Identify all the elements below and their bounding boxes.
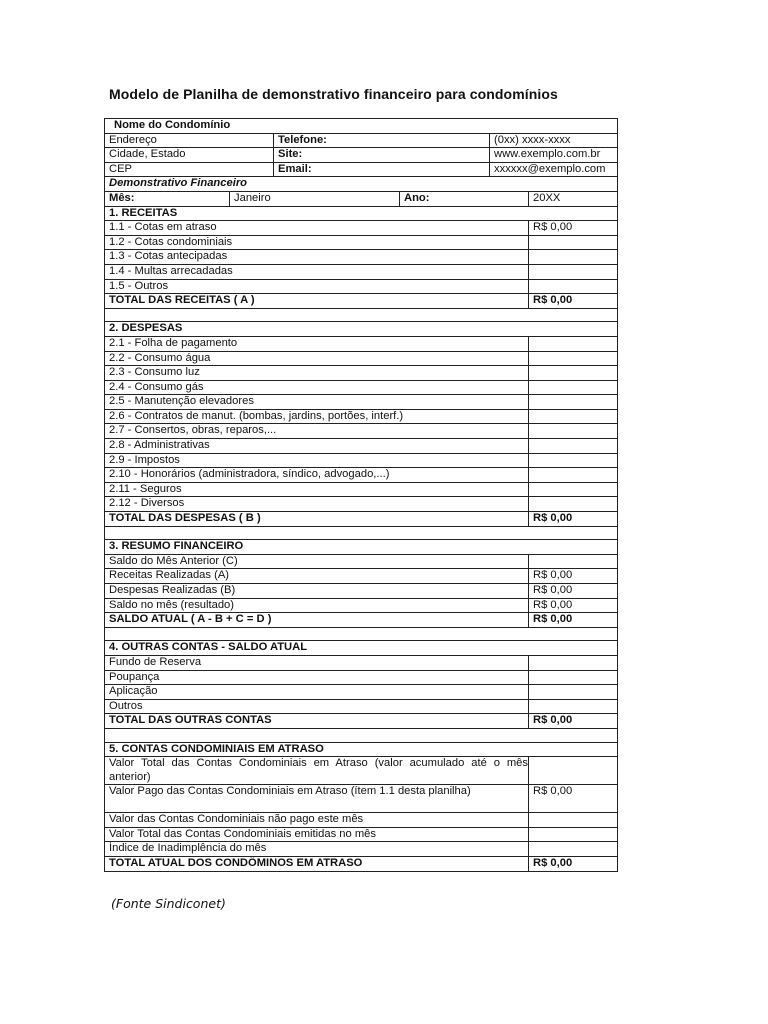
section-heading: 2. DESPESAS bbox=[105, 322, 618, 337]
section-heading: 4. OUTRAS CONTAS - SALDO ATUAL bbox=[105, 641, 618, 656]
line-item-row bbox=[105, 409, 618, 424]
line-item-row bbox=[105, 554, 618, 569]
section-total-label: SALDO ATUAL ( A - B + C = D ) bbox=[105, 613, 529, 628]
condominium-name-label: Nome do Condomínio bbox=[105, 119, 618, 134]
line-item-value bbox=[529, 264, 618, 279]
line-item-label: Valor Pago das Contas Condominiais em Atraso (ítem 1.1 desta planilha) bbox=[105, 785, 529, 813]
document-title: Modelo de Planilha de demonstrativo financeiro para condomínios bbox=[109, 86, 558, 102]
line-item-value bbox=[529, 670, 618, 685]
line-item-row bbox=[105, 670, 618, 685]
line-item-row bbox=[105, 279, 618, 294]
line-item-value: R$ 0,00 bbox=[529, 785, 618, 813]
line-item-row bbox=[105, 468, 618, 483]
year-label: Ano: bbox=[400, 191, 529, 206]
line-item-value bbox=[529, 685, 618, 700]
line-item-label: 2.1 - Folha de pagamento bbox=[105, 336, 529, 351]
month-label: Mês: bbox=[105, 191, 230, 206]
line-item-row bbox=[105, 336, 618, 351]
header-row-city bbox=[105, 148, 618, 163]
period-row bbox=[105, 191, 618, 206]
section-heading-row bbox=[105, 206, 618, 221]
section-heading-row bbox=[105, 322, 618, 337]
section-total-value: R$ 0,00 bbox=[529, 294, 618, 309]
line-item-value bbox=[529, 468, 618, 483]
line-item-label: Aplicação bbox=[105, 685, 529, 700]
line-item-value bbox=[529, 757, 618, 785]
line-item-label: 2.4 - Consumo gás bbox=[105, 380, 529, 395]
section-total-value: R$ 0,00 bbox=[529, 856, 618, 871]
year-value: 20XX bbox=[529, 191, 618, 206]
spacer-row bbox=[105, 526, 618, 540]
line-item-row bbox=[105, 235, 618, 250]
line-item-row bbox=[105, 351, 618, 366]
section-heading-row bbox=[105, 540, 618, 555]
email-label: Email: bbox=[274, 162, 490, 177]
line-item-row bbox=[105, 395, 618, 410]
line-item-label: Valor Total das Contas Condominiais em Atraso (valor acumulado até o mês anterior) bbox=[105, 757, 529, 785]
spacer-row bbox=[105, 308, 618, 322]
section-heading-row bbox=[105, 641, 618, 656]
line-item-value bbox=[529, 336, 618, 351]
section-heading: 5. CONTAS CONDOMINIAIS EM ATRASO bbox=[105, 742, 618, 757]
line-item-value bbox=[529, 439, 618, 454]
header-row-cep bbox=[105, 162, 618, 177]
line-item-label: Saldo no mês (resultado) bbox=[105, 598, 529, 613]
line-item-row bbox=[105, 699, 618, 714]
line-item-row bbox=[105, 685, 618, 700]
line-item-row bbox=[105, 827, 618, 842]
line-item-label: Outros bbox=[105, 699, 529, 714]
line-item-value bbox=[529, 395, 618, 410]
section-heading: 1. RECEITAS bbox=[105, 206, 618, 221]
line-item-row bbox=[105, 424, 618, 439]
section-total-label: TOTAL DAS RECEITAS ( A ) bbox=[105, 294, 529, 309]
line-item-value bbox=[529, 482, 618, 497]
spacer-row bbox=[105, 728, 618, 742]
line-item-row bbox=[105, 221, 618, 236]
phone-label: Telefone: bbox=[274, 133, 490, 148]
line-item-label: 1.5 - Outros bbox=[105, 279, 529, 294]
line-item-row bbox=[105, 482, 618, 497]
statement-title-row bbox=[105, 177, 618, 192]
site-label: Site: bbox=[274, 148, 490, 163]
line-item-value: R$ 0,00 bbox=[529, 584, 618, 599]
line-item-row bbox=[105, 785, 618, 813]
line-item-value bbox=[529, 827, 618, 842]
line-item-label: 2.6 - Contratos de manut. (bombas, jardins, portões, interf.) bbox=[105, 409, 529, 424]
line-item-label: 2.10 - Honorários (administradora, síndico, advogado,...) bbox=[105, 468, 529, 483]
section-heading-row bbox=[105, 742, 618, 757]
line-item-label: 2.5 - Manutenção elevadores bbox=[105, 395, 529, 410]
spacer-cell bbox=[105, 627, 618, 641]
section-total-value: R$ 0,00 bbox=[529, 613, 618, 628]
section-total-row bbox=[105, 714, 618, 729]
line-item-row bbox=[105, 380, 618, 395]
spacer-cell bbox=[105, 728, 618, 742]
line-item-value: R$ 0,00 bbox=[529, 569, 618, 584]
line-item-row bbox=[105, 813, 618, 828]
line-item-label: 1.3 - Cotas antecipadas bbox=[105, 250, 529, 265]
line-item-value bbox=[529, 554, 618, 569]
month-value: Janeiro bbox=[230, 191, 400, 206]
section-total-label: TOTAL ATUAL DOS CONDÔMINOS EM ATRASO bbox=[105, 856, 529, 871]
line-item-label: 2.8 - Administrativas bbox=[105, 439, 529, 454]
section-total-row bbox=[105, 856, 618, 871]
line-item-row bbox=[105, 453, 618, 468]
section-total-row bbox=[105, 294, 618, 309]
line-item-row bbox=[105, 655, 618, 670]
line-item-row bbox=[105, 366, 618, 381]
line-item-label: 1.4 - Multas arrecadadas bbox=[105, 264, 529, 279]
phone-value: (0xx) xxxx-xxxx bbox=[490, 133, 618, 148]
line-item-label: 1.2 - Cotas condominiais bbox=[105, 235, 529, 250]
line-item-value bbox=[529, 366, 618, 381]
line-item-value bbox=[529, 250, 618, 265]
spacer-cell bbox=[105, 526, 618, 540]
line-item-row bbox=[105, 497, 618, 512]
line-item-label: 2.11 - Seguros bbox=[105, 482, 529, 497]
line-item-label: Fundo de Reserva bbox=[105, 655, 529, 670]
line-item-label: Valor das Contas Condominiais não pago este mês bbox=[105, 813, 529, 828]
line-item-row bbox=[105, 264, 618, 279]
line-item-value bbox=[529, 813, 618, 828]
line-item-row bbox=[105, 569, 618, 584]
line-item-value bbox=[529, 235, 618, 250]
line-item-value bbox=[529, 279, 618, 294]
site-value: www.exemplo.com.br bbox=[490, 148, 618, 163]
line-item-label: 2.7 - Consertos, obras, reparos,... bbox=[105, 424, 529, 439]
section-heading: 3. RESUMO FINANCEIRO bbox=[105, 540, 618, 555]
line-item-label: Poupança bbox=[105, 670, 529, 685]
line-item-row bbox=[105, 757, 618, 785]
line-item-label: Despesas Realizadas (B) bbox=[105, 584, 529, 599]
line-item-value: R$ 0,00 bbox=[529, 598, 618, 613]
line-item-label: Valor Total das Contas Condominiais emitidas no mês bbox=[105, 827, 529, 842]
spacer-row bbox=[105, 627, 618, 641]
line-item-row bbox=[105, 584, 618, 599]
line-item-row bbox=[105, 842, 618, 857]
line-item-value bbox=[529, 497, 618, 512]
line-item-value bbox=[529, 380, 618, 395]
section-total-label: TOTAL DAS DESPESAS ( B ) bbox=[105, 512, 529, 527]
line-item-label: 2.9 - Impostos bbox=[105, 453, 529, 468]
line-item-label: 2.12 - Diversos bbox=[105, 497, 529, 512]
statement-title: Demonstrativo Financeiro bbox=[105, 177, 618, 192]
email-value: xxxxxx@exemplo.com bbox=[490, 162, 618, 177]
line-item-value bbox=[529, 453, 618, 468]
line-item-label: 2.2 - Consumo água bbox=[105, 351, 529, 366]
address-label: Endereço bbox=[105, 133, 274, 148]
line-item-row bbox=[105, 250, 618, 265]
source-note: (Fonte Sindiconet) bbox=[111, 896, 226, 911]
section-total-value: R$ 0,00 bbox=[529, 714, 618, 729]
line-item-row bbox=[105, 598, 618, 613]
line-item-label: Índice de Inadimplência do mês bbox=[105, 842, 529, 857]
spacer-cell bbox=[105, 308, 618, 322]
line-item-value bbox=[529, 699, 618, 714]
header-row-name bbox=[105, 119, 618, 134]
line-item-row bbox=[105, 439, 618, 454]
line-item-value bbox=[529, 655, 618, 670]
section-total-label: TOTAL DAS OUTRAS CONTAS bbox=[105, 714, 529, 729]
line-item-label: 2.3 - Consumo luz bbox=[105, 366, 529, 381]
line-item-value bbox=[529, 409, 618, 424]
section-total-value: R$ 0,00 bbox=[529, 512, 618, 527]
line-item-value bbox=[529, 842, 618, 857]
cep-label: CEP bbox=[105, 162, 274, 177]
financial-statement-table bbox=[104, 118, 618, 872]
line-item-value: R$ 0,00 bbox=[529, 221, 618, 236]
line-item-value bbox=[529, 351, 618, 366]
line-item-label: Saldo do Mês Anterior (C) bbox=[105, 554, 529, 569]
section-total-row bbox=[105, 512, 618, 527]
line-item-value bbox=[529, 424, 618, 439]
line-item-label: 1.1 - Cotas em atraso bbox=[105, 221, 529, 236]
city-label: Cidade, Estado bbox=[105, 148, 274, 163]
section-total-row bbox=[105, 613, 618, 628]
header-row-address bbox=[105, 133, 618, 148]
line-item-label: Receitas Realizadas (A) bbox=[105, 569, 529, 584]
